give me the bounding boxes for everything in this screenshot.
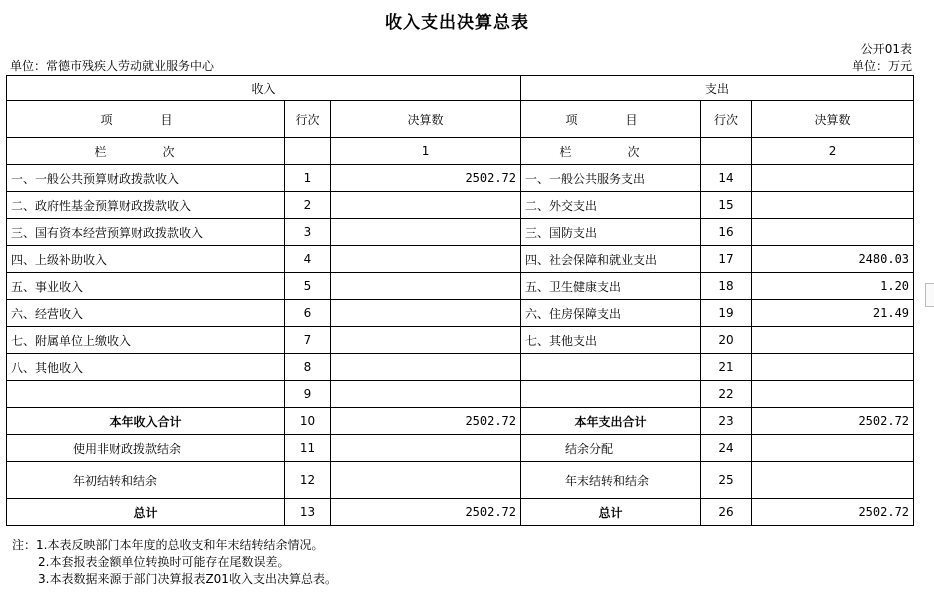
expense-row-no: 20 xyxy=(701,327,752,354)
expense-amount xyxy=(752,165,914,192)
expense-item xyxy=(521,381,701,408)
currency-unit: 单位：万元 xyxy=(851,59,912,73)
expense-row-no: 15 xyxy=(701,192,752,219)
income-amount xyxy=(331,381,521,408)
column-label-income: 栏 次 xyxy=(7,138,285,165)
expense-row-no: 24 xyxy=(701,435,752,462)
footnote-1: 注：1.本表反映部门本年度的总收支和年末结转结余情况。 xyxy=(12,538,324,552)
income-row-no: 2 xyxy=(285,192,331,219)
income-row-no: 4 xyxy=(285,246,331,273)
expense-amount: 21.49 xyxy=(752,300,914,327)
income-row-no: 11 xyxy=(285,435,331,462)
income-grand-total-label: 总计 xyxy=(7,499,285,526)
income-year-total-amount: 2502.72 xyxy=(331,408,521,435)
header-columns-row xyxy=(7,101,914,138)
income-item: 八、其他收入 xyxy=(7,354,285,381)
income-item: 一、一般公共预算财政拨款收入 xyxy=(7,165,285,192)
scrollbar-handle[interactable] xyxy=(925,283,934,307)
expense-amount xyxy=(752,381,914,408)
empty-cell xyxy=(752,462,914,499)
expense-item: 三、国防支出 xyxy=(521,219,701,246)
income-year-total-label: 本年收入合计 xyxy=(7,408,285,435)
expense-item-header: 项 目 xyxy=(521,101,701,138)
table-row xyxy=(7,327,914,354)
table-row xyxy=(7,273,914,300)
income-row-no: 13 xyxy=(285,499,331,526)
income-row-no: 7 xyxy=(285,327,331,354)
income-amount xyxy=(331,219,521,246)
income-amount xyxy=(331,192,521,219)
expense-row-no: 26 xyxy=(701,499,752,526)
reporting-unit: 单位：常德市残疾人劳动就业服务中心 xyxy=(10,59,215,73)
income-row-no-header: 行次 xyxy=(285,101,331,138)
expense-row-no: 21 xyxy=(701,354,752,381)
carry-over-row xyxy=(7,462,914,499)
income-item: 四、上级补助收入 xyxy=(7,246,285,273)
expense-amount xyxy=(752,192,914,219)
opening-carryover-label: 年初结转和结余 xyxy=(7,462,285,499)
table-row xyxy=(7,381,914,408)
footnotes xyxy=(12,537,337,588)
non-fiscal-balance-label: 使用非财政拨款结余 xyxy=(7,435,285,462)
expense-item xyxy=(521,354,701,381)
expense-item: 二、外交支出 xyxy=(521,192,701,219)
income-item: 七、附属单位上缴收入 xyxy=(7,327,285,354)
table-row xyxy=(7,192,914,219)
income-row-no: 8 xyxy=(285,354,331,381)
income-expense-table xyxy=(6,75,914,526)
year-total-row xyxy=(7,408,914,435)
table-row xyxy=(7,246,914,273)
expense-year-total-label: 本年支出合计 xyxy=(521,408,701,435)
income-item: 三、国有资本经营预算财政拨款收入 xyxy=(7,219,285,246)
income-item: 二、政府性基金预算财政拨款收入 xyxy=(7,192,285,219)
income-amount-header: 决算数 xyxy=(331,101,521,138)
expense-grand-total-label: 总计 xyxy=(521,499,701,526)
expense-amount-header: 决算数 xyxy=(752,101,914,138)
header-section-row xyxy=(7,76,914,101)
table-row xyxy=(7,165,914,192)
expense-row-no-header: 行次 xyxy=(701,101,752,138)
income-row-no: 9 xyxy=(285,381,331,408)
report-title: 收入支出决算总表 xyxy=(385,13,529,33)
income-amount xyxy=(331,300,521,327)
income-amount xyxy=(331,327,521,354)
expense-row-no: 22 xyxy=(701,381,752,408)
expense-grand-total-amount: 2502.72 xyxy=(752,499,914,526)
table-row xyxy=(7,354,914,381)
expense-amount xyxy=(752,219,914,246)
income-item: 五、事业收入 xyxy=(7,273,285,300)
expense-row-no: 23 xyxy=(701,408,752,435)
income-amount xyxy=(331,246,521,273)
surplus-distribution-label: 结余分配 xyxy=(521,435,701,462)
expense-item: 五、卫生健康支出 xyxy=(521,273,701,300)
grand-total-row xyxy=(7,499,914,526)
expense-row-no: 17 xyxy=(701,246,752,273)
expense-item: 一、一般公共服务支出 xyxy=(521,165,701,192)
income-amount: 2502.72 xyxy=(331,165,521,192)
income-item: 六、经营收入 xyxy=(7,300,285,327)
expense-header: 支出 xyxy=(521,76,914,101)
empty-cell xyxy=(285,138,331,165)
expense-year-total-amount: 2502.72 xyxy=(752,408,914,435)
income-row-no: 5 xyxy=(285,273,331,300)
column-label-expense: 栏 次 xyxy=(521,138,701,165)
expense-row-no: 25 xyxy=(701,462,752,499)
footnote-2: 2.本套报表金额单位转换时可能存在尾数误差。 xyxy=(38,555,290,569)
income-grand-total-amount: 2502.72 xyxy=(331,499,521,526)
income-item-header: 项 目 xyxy=(7,101,285,138)
income-row-no: 12 xyxy=(285,462,331,499)
income-row-no: 3 xyxy=(285,219,331,246)
expense-item: 四、社会保障和就业支出 xyxy=(521,246,701,273)
expense-row-no: 14 xyxy=(701,165,752,192)
footnote-3: 3.本表数据来源于部门决算报表Z01收入支出决算总表。 xyxy=(38,572,337,586)
empty-cell xyxy=(701,138,752,165)
empty-cell xyxy=(331,435,521,462)
expense-amount: 1.20 xyxy=(752,273,914,300)
table-row xyxy=(7,300,914,327)
income-row-no: 6 xyxy=(285,300,331,327)
expense-item: 七、其他支出 xyxy=(521,327,701,354)
column-index-row xyxy=(7,138,914,165)
column-index-1: 1 xyxy=(331,138,521,165)
table-row xyxy=(7,219,914,246)
form-code: 公开01表 xyxy=(860,42,912,56)
empty-cell xyxy=(331,462,521,499)
income-header: 收入 xyxy=(7,76,521,101)
empty-cell xyxy=(752,435,914,462)
income-amount xyxy=(331,354,521,381)
expense-row-no: 16 xyxy=(701,219,752,246)
income-row-no: 10 xyxy=(285,408,331,435)
income-item xyxy=(7,381,285,408)
expense-amount: 2480.03 xyxy=(752,246,914,273)
non-fiscal-row xyxy=(7,435,914,462)
expense-item: 六、住房保障支出 xyxy=(521,300,701,327)
expense-amount xyxy=(752,327,914,354)
income-amount xyxy=(331,273,521,300)
income-row-no: 1 xyxy=(285,165,331,192)
column-index-2: 2 xyxy=(752,138,914,165)
closing-carryover-label: 年末结转和结余 xyxy=(521,462,701,499)
expense-row-no: 18 xyxy=(701,273,752,300)
expense-amount xyxy=(752,354,914,381)
expense-row-no: 19 xyxy=(701,300,752,327)
